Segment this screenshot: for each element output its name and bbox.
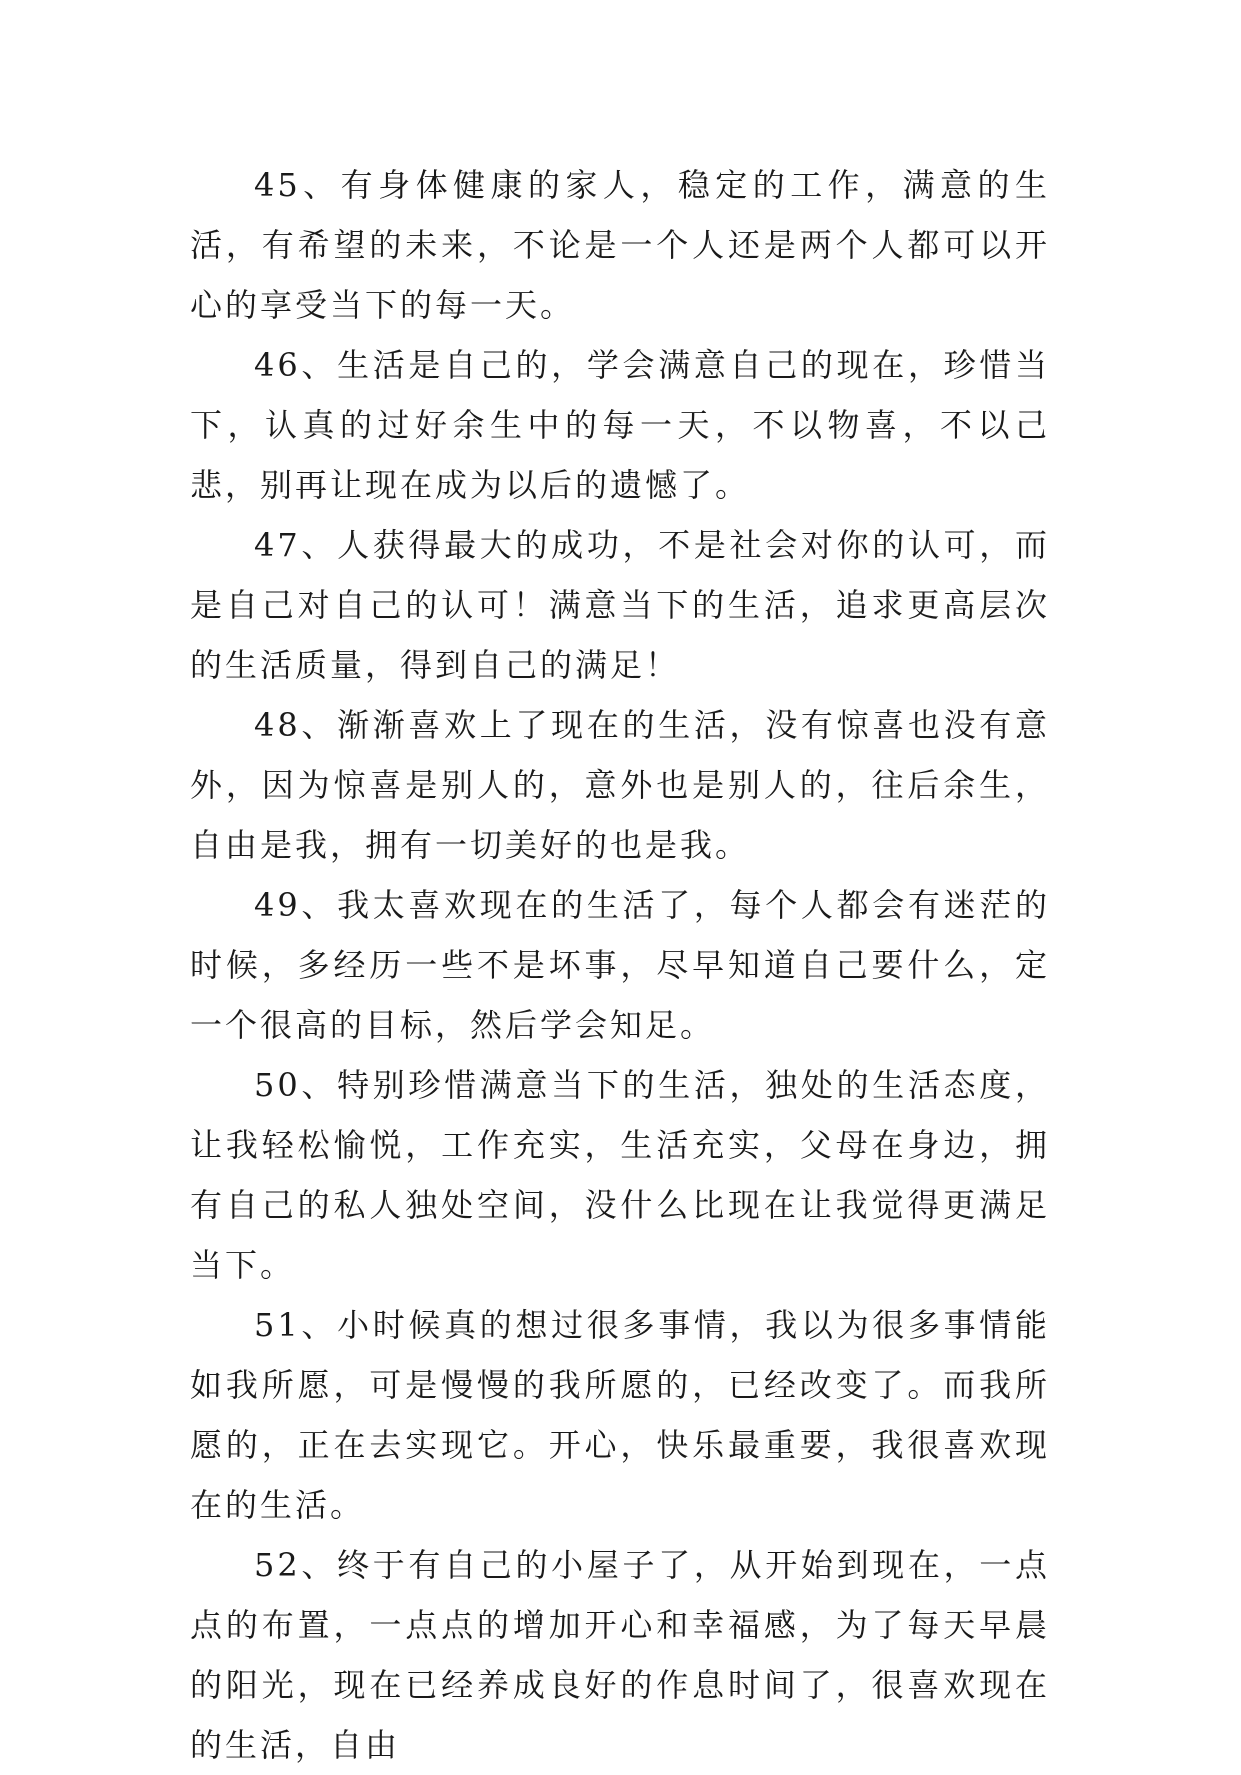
paragraph-50: 50、特别珍惜满意当下的生活，独处的生活态度，让我轻松愉悦，工作充实，生活充实，父母在身边，拥有自己的私人独处空间，没什么比现在让我觉得更满足当下。	[190, 1066, 1050, 1284]
paragraph-45: 45、有身体健康的家人，稳定的工作，满意的生活，有希望的未来，不论是一个人还是两个人都可以开心的享受当下的每一天。	[190, 166, 1050, 324]
paragraph-49: 49、我太喜欢现在的生活了，每个人都会有迷茫的时候，多经历一些不是坏事，尽早知道自己要什么，定一个很高的目标，然后学会知足。	[190, 886, 1050, 1044]
paragraph-51: 51、小时候真的想过很多事情，我以为很多事情能如我所愿，可是慢慢的我所愿的，已经改变了。而我所愿的，正在去实现它。开心，快乐最重要，我很喜欢现在的生活。	[190, 1306, 1050, 1524]
paragraph-46: 46、生活是自己的，学会满意自己的现在，珍惜当下，认真的过好余生中的每一天，不以物喜，不以己悲，别再让现在成为以后的遗憾了。	[190, 346, 1050, 504]
paragraph-48: 48、渐渐喜欢上了现在的生活，没有惊喜也没有意外，因为惊喜是别人的，意外也是别人的，往后余生，自由是我，拥有一切美好的也是我。	[190, 706, 1050, 864]
paragraph-52: 52、终于有自己的小屋子了，从开始到现在，一点点的布置，一点点的增加开心和幸福感，为了每天早晨的阳光，现在已经养成良好的作息时间了，很喜欢现在的生活，自由	[190, 1546, 1050, 1764]
document-body	[190, 155, 1050, 1775]
paragraph-47: 47、人获得最大的成功，不是社会对你的认可，而是自己对自己的认可！满意当下的生活，追求更高层次的生活质量，得到自己的满足！	[190, 526, 1050, 684]
